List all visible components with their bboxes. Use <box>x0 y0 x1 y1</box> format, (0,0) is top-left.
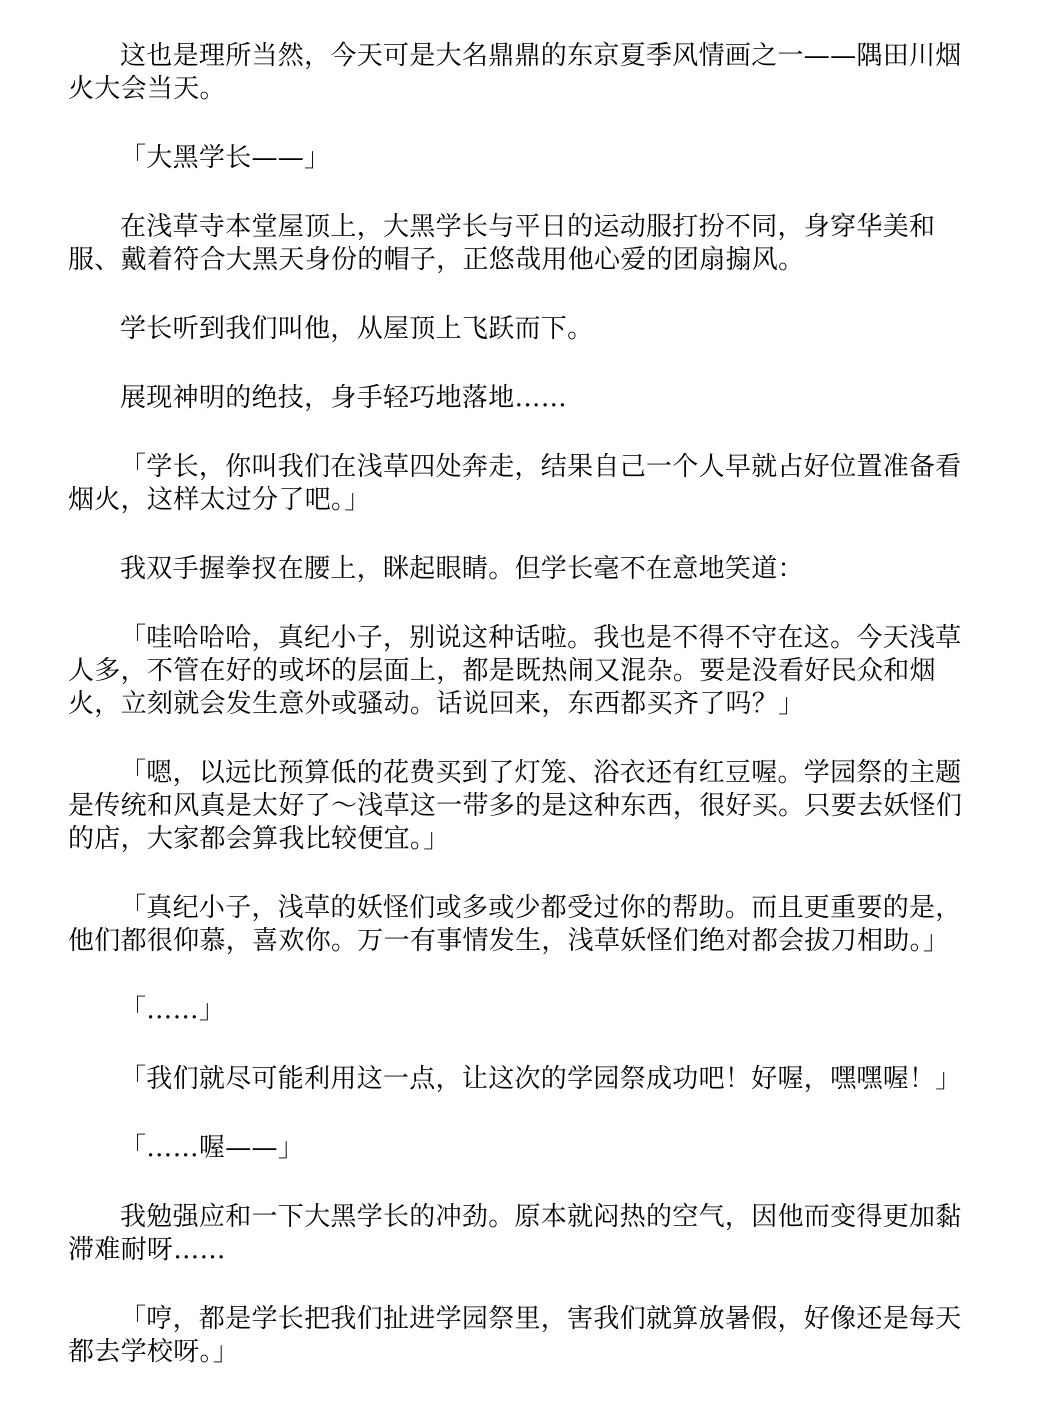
paragraph-1: 这也是理所当然，今天可是大名鼎鼎的东京夏季风情画之一——隅田川烟火大会当天。 <box>68 41 962 104</box>
paragraph-13: 「……喔——」 <box>120 1133 305 1163</box>
paragraph-5: 展现神明的绝技，身手轻巧地落地…… <box>120 383 568 413</box>
paragraph-15: 「哼，都是学长把我们扯进学园祭里，害我们就算放暑假，好像还是每天都去学校呀。」 <box>68 1304 962 1367</box>
paragraph-3: 在浅草寺本堂屋顶上，大黑学长与平日的运动服打扮不同，身穿华美和服、戴着符合大黑天身份的帽子，正悠哉用他心爱的团扇搧风。 <box>68 212 936 275</box>
paragraph-11: 「……」 <box>120 995 226 1025</box>
paragraph-10: 「真纪小子，浅草的妖怪们或多或少都受过你的帮助。而且更重要的是，他们都很仰慕，喜欢你。万一有事情发生，浅草妖怪们绝对都会拔刀相助。」 <box>68 893 962 956</box>
paragraph-4: 学长听到我们叫他，从屋顶上飞跃而下。 <box>120 314 594 344</box>
document-body <box>68 40 978 1405</box>
paragraph-12: 「我们就尽可能利用这一点，让这次的学园祭成功吧！好喔，嘿嘿喔！」 <box>120 1064 962 1094</box>
paragraph-9: 「嗯，以远比预算低的花费买到了灯笼、浴衣还有红豆喔。学园祭的主题是传统和风真是太好了～浅草这一带多的是这种东西，很好买。只要去妖怪们的店，大家都会算我比较便宜。」 <box>68 758 963 854</box>
paragraph-14: 我勉强应和一下大黑学长的冲劲。原本就闷热的空气，因他而变得更加黏滞难耐呀…… <box>68 1202 962 1265</box>
paragraph-8: 「哇哈哈哈，真纪小子，别说这种话啦。我也是不得不守在这。今天浅草人多，不管在好的或坏的层面上，都是既热闹又混杂。要是没看好民众和烟火，立刻就会发生意外或骚动。话说回来，东西都买齐了吗？」 <box>68 623 962 719</box>
paragraph-7: 我双手握拳扠在腰上，眯起眼睛。但学长毫不在意地笑道： <box>120 554 804 584</box>
paragraph-6: 「学长，你叫我们在浅草四处奔走，结果自己一个人早就占好位置准备看烟火，这样太过分了吧。」 <box>68 452 962 515</box>
paragraph-2: 「大黑学长——」 <box>120 143 331 173</box>
